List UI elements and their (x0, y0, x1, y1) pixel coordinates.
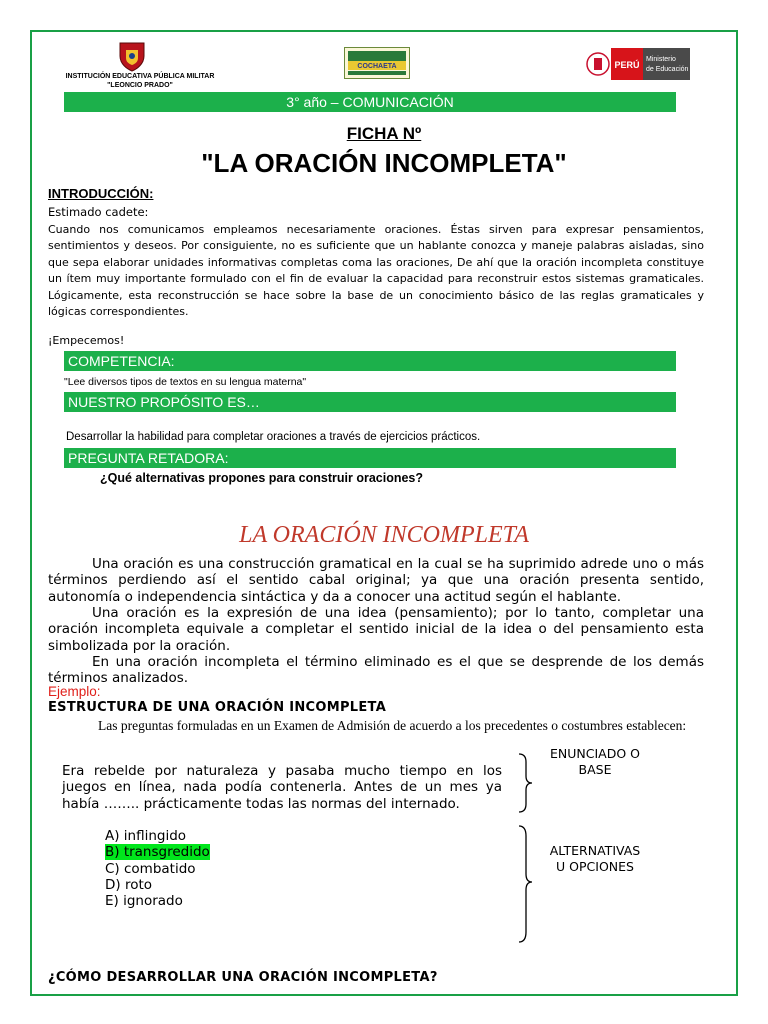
middle-logo (344, 47, 410, 79)
ministry-line1: Ministerio (646, 56, 676, 63)
intro-start: ¡Empecemos! (48, 334, 125, 347)
option-d: D) roto (105, 876, 153, 893)
peru-label: PERÚ (614, 60, 640, 70)
structure-heading: ESTRUCTURA DE UNA ORACIÓN INCOMPLETA (48, 700, 387, 715)
option-a: A) inflingido (105, 828, 187, 844)
competencia-heading: COMPETENCIA: (64, 351, 676, 371)
proposito-heading: NUESTRO PROPÓSITO ES… (64, 392, 676, 412)
option-c: C) combatido (105, 860, 196, 877)
ministry-logo (586, 48, 690, 80)
intro-paragraph: Cuando nos comunicamos empleamos necesariamente oraciones. Éstas sirven para expresar pensamientos, sentimientos y deseos. Por consiguiente, no es suficiente que un hablante conozca y maneje palabras aisladas, sino que sepa elaborar unidades informativas completas coma las oraciones, De ahí que la oración incompleta constituye un ítem muy importante formulado con el fin de evaluar la capacidad para reconstruir estos sistemas gramaticales. Lógicamente, esta reconstrucción se hace sobre la base de un conocimiento básico de las reglas gramaticales y lógicas correspondientes. (48, 223, 704, 319)
section-title: LA ORACIÓN INCOMPLETA (239, 522, 529, 548)
middle-logo-text: COCHAETA (357, 63, 397, 70)
school-crest-icon (118, 40, 146, 72)
intro-greeting: Estimado cadete: (48, 205, 149, 219)
ministry-line2: de Educación (646, 66, 689, 73)
intro-heading: INTRODUCCIÓN: (48, 186, 154, 201)
footer-question: ¿CÓMO DESARROLLAR UNA ORACIÓN INCOMPLETA? (48, 970, 438, 985)
label-alternatives: ALTERNATIVAS U OPCIONES (549, 843, 641, 874)
section-paragraph-2: Una oración es la expresión de una idea (pensamiento); por lo tanto, completar una oración incompleta equivale a completar el sentido inicial de la idea o del pensamiento esta simbolizada por la oración. (48, 605, 704, 654)
brace-options-icon (516, 824, 536, 944)
option-e: E) ignorado (105, 893, 183, 910)
grade-band: 3° año – COMUNICACIÓN (64, 92, 676, 112)
option-b (105, 844, 210, 860)
option-b-highlight: B) transgredido (105, 844, 210, 861)
institution-name: INSTITUCIÓN EDUCATIVA PÚBLICA MILITAR "LEONCIO PRADO" (65, 73, 215, 89)
exam-intro: Las preguntas formuladas en un Examen de Admisión de acuerdo a los precedentes o costumbres establecen: (98, 718, 687, 733)
pregunta-text: ¿Qué alternativas propones para construir oraciones? (100, 471, 424, 485)
example-label: Ejemplo: (48, 684, 101, 699)
option-list (105, 828, 210, 909)
proposito-text: Desarrollar la habilidad para completar oraciones a través de ejercicios prácticos. (66, 431, 481, 443)
middle-logo-icon (345, 48, 409, 78)
label-base: ENUNCIADO O BASE (550, 746, 640, 777)
competencia-text: "Lee diversos tipos de textos en su lengua materna" (64, 376, 307, 388)
example-statement: Era rebelde por naturaleza y pasaba mucho tiempo en los juegos en línea, nada podía contenerla. Antes de un mes ya había …….. prácticamente todas las normas del internado. (62, 763, 502, 812)
pregunta-heading: PREGUNTA RETADORA: (64, 448, 676, 468)
brace-base-icon (516, 752, 536, 814)
ficha-label: FICHA Nº (346, 124, 422, 143)
section-paragraph-3: En una oración incompleta el término eliminado es el que se desprende de los demás términos analizados. (48, 654, 704, 687)
section-paragraph-1: Una oración es una construcción gramatical en la cual se ha suprimido adrede uno o más términos perdiendo así el sentido cabal original; ya que una oración presenta sentido, autonomía o independencia sintáctica y da a conocer una actitud según el hablante. (48, 556, 704, 605)
page-title: "LA ORACIÓN INCOMPLETA" (201, 148, 567, 178)
